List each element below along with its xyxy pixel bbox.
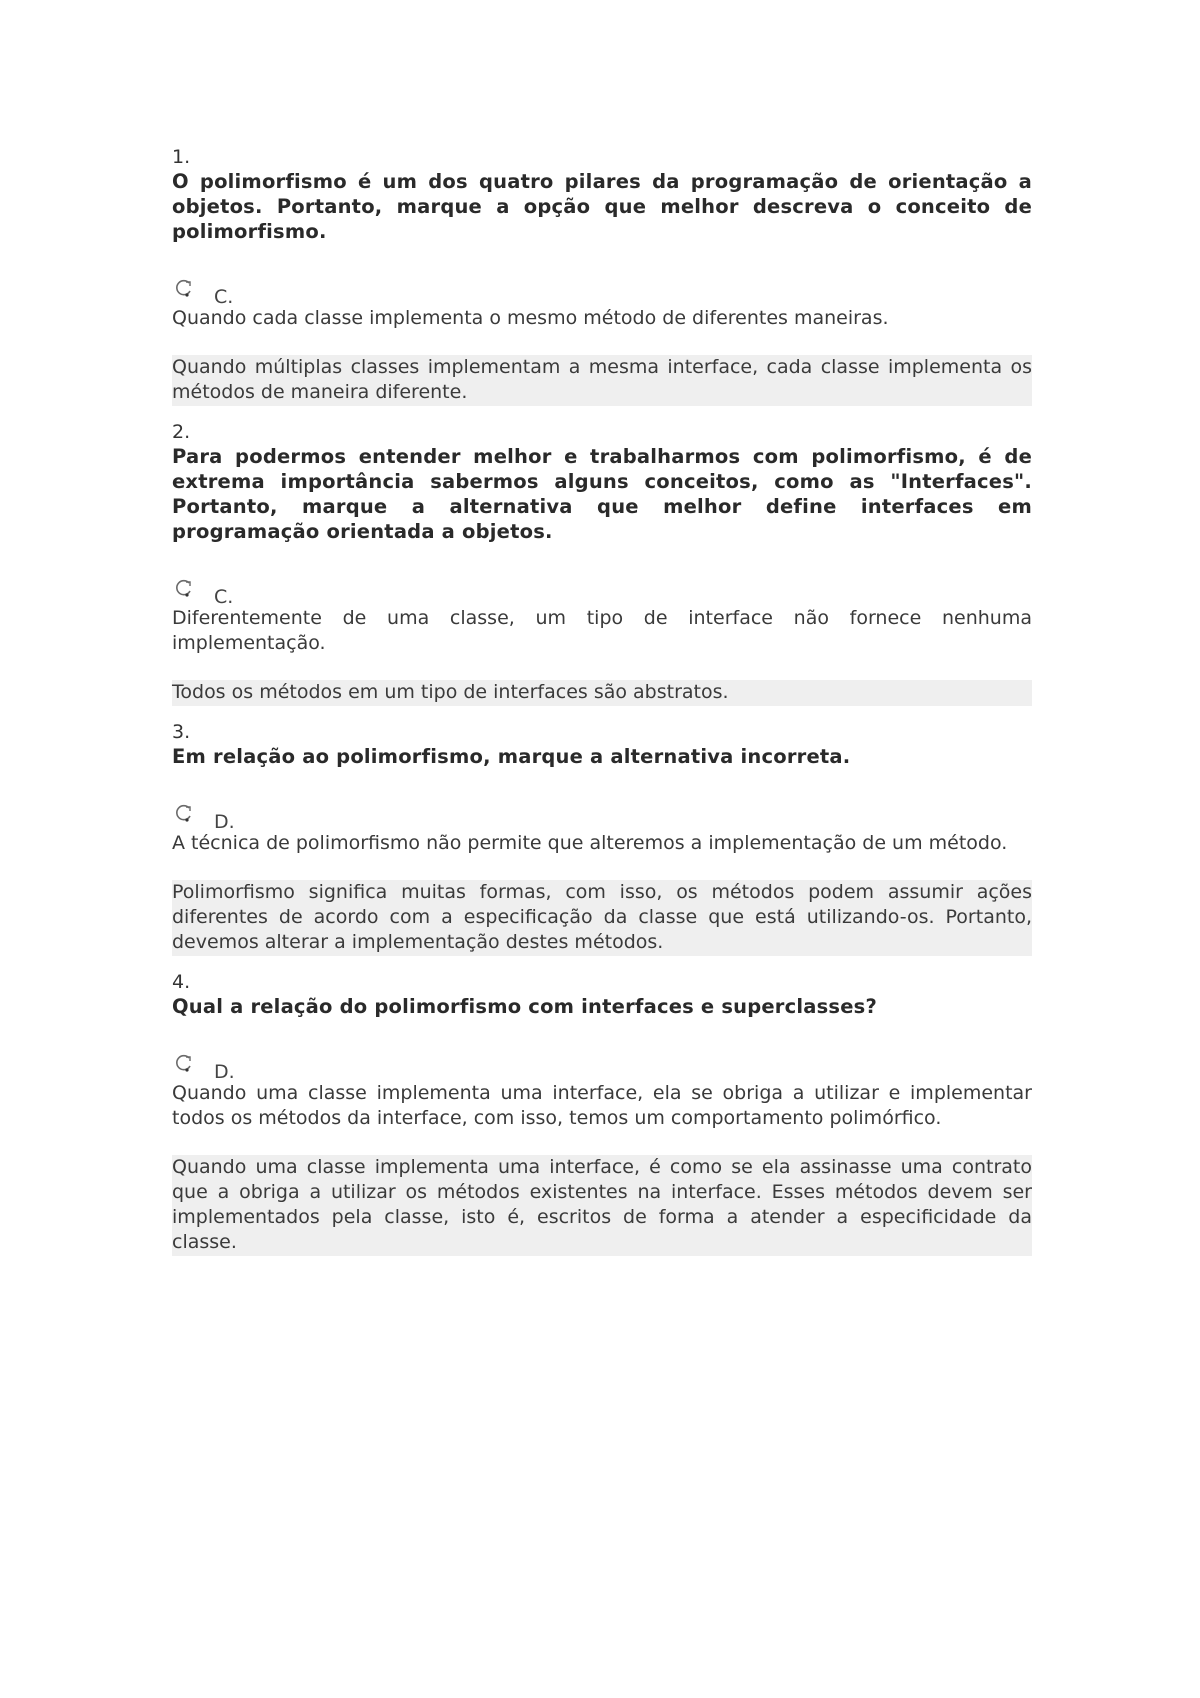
- answer-letter: C.: [214, 286, 234, 308]
- radio-button-icon[interactable]: [174, 578, 194, 598]
- question-4: [172, 970, 1032, 1256]
- answer-feedback: Todos os métodos em um tipo de interfaces são abstratos.: [172, 680, 1032, 706]
- selected-answer[interactable]: [172, 803, 1032, 831]
- radio-button-icon[interactable]: [174, 803, 194, 823]
- answer-text: Quando cada classe implementa o mesmo método de diferentes maneiras.: [172, 307, 889, 329]
- answer-feedback: Polimorfismo significa muitas formas, com isso, os métodos podem assumir ações diferentes de acordo com a especificação da classe que está utilizando-os. Portanto, devemos alterar a implementação destes métodos.: [172, 880, 1032, 956]
- answer-feedback: Quando múltiplas classes implementam a mesma interface, cada classe implementa os métodos de maneira diferente.: [172, 355, 1032, 406]
- question-text: Em relação ao polimorfismo, marque a alternativa incorreta.: [172, 745, 851, 768]
- selected-answer[interactable]: [172, 1053, 1032, 1081]
- answer-text: Quando uma classe implementa uma interface, ela se obriga a utilizar e implementar todos os métodos da interface, com isso, temos um comportamento polimórfico.: [172, 1082, 1032, 1129]
- quiz-document: [172, 145, 1032, 1270]
- question-2: [172, 420, 1032, 706]
- answer-letter: D.: [214, 1061, 235, 1083]
- answer-letter: C.: [214, 586, 234, 608]
- selected-answer[interactable]: [172, 578, 1032, 606]
- selected-answer[interactable]: [172, 278, 1032, 306]
- radio-button-icon[interactable]: [174, 1053, 194, 1073]
- question-number: 3.: [172, 721, 191, 743]
- question-3: [172, 720, 1032, 956]
- question-text: Para podermos entender melhor e trabalharmos com polimorfismo, é de extrema importância sabermos alguns conceitos, como as "Interfaces". Portanto, marque a alternativa que melhor define interfaces em programação orientada a objetos.: [172, 445, 1032, 543]
- radio-button-icon[interactable]: [174, 278, 194, 298]
- answer-letter: D.: [214, 811, 235, 833]
- question-number: 4.: [172, 971, 191, 993]
- question-1: [172, 145, 1032, 406]
- answer-text: A técnica de polimorfismo não permite que alteremos a implementação de um método.: [172, 832, 1008, 854]
- question-text: Qual a relação do polimorfismo com interfaces e superclasses?: [172, 995, 877, 1018]
- question-number: 2.: [172, 421, 191, 443]
- answer-feedback: Quando uma classe implementa uma interface, é como se ela assinasse uma contrato que a obriga a utilizar os métodos existentes na interface. Esses métodos devem ser implementados pela classe, isto é, escritos de forma a atender a especificidade da classe.: [172, 1155, 1032, 1256]
- answer-text: Diferentemente de uma classe, um tipo de interface não fornece nenhuma implementação.: [172, 607, 1032, 654]
- question-text: O polimorfismo é um dos quatro pilares da programação de orientação a objetos. Portanto, marque a opção que melhor descreva o conceito de polimorfismo.: [172, 170, 1032, 243]
- question-number: 1.: [172, 146, 191, 168]
